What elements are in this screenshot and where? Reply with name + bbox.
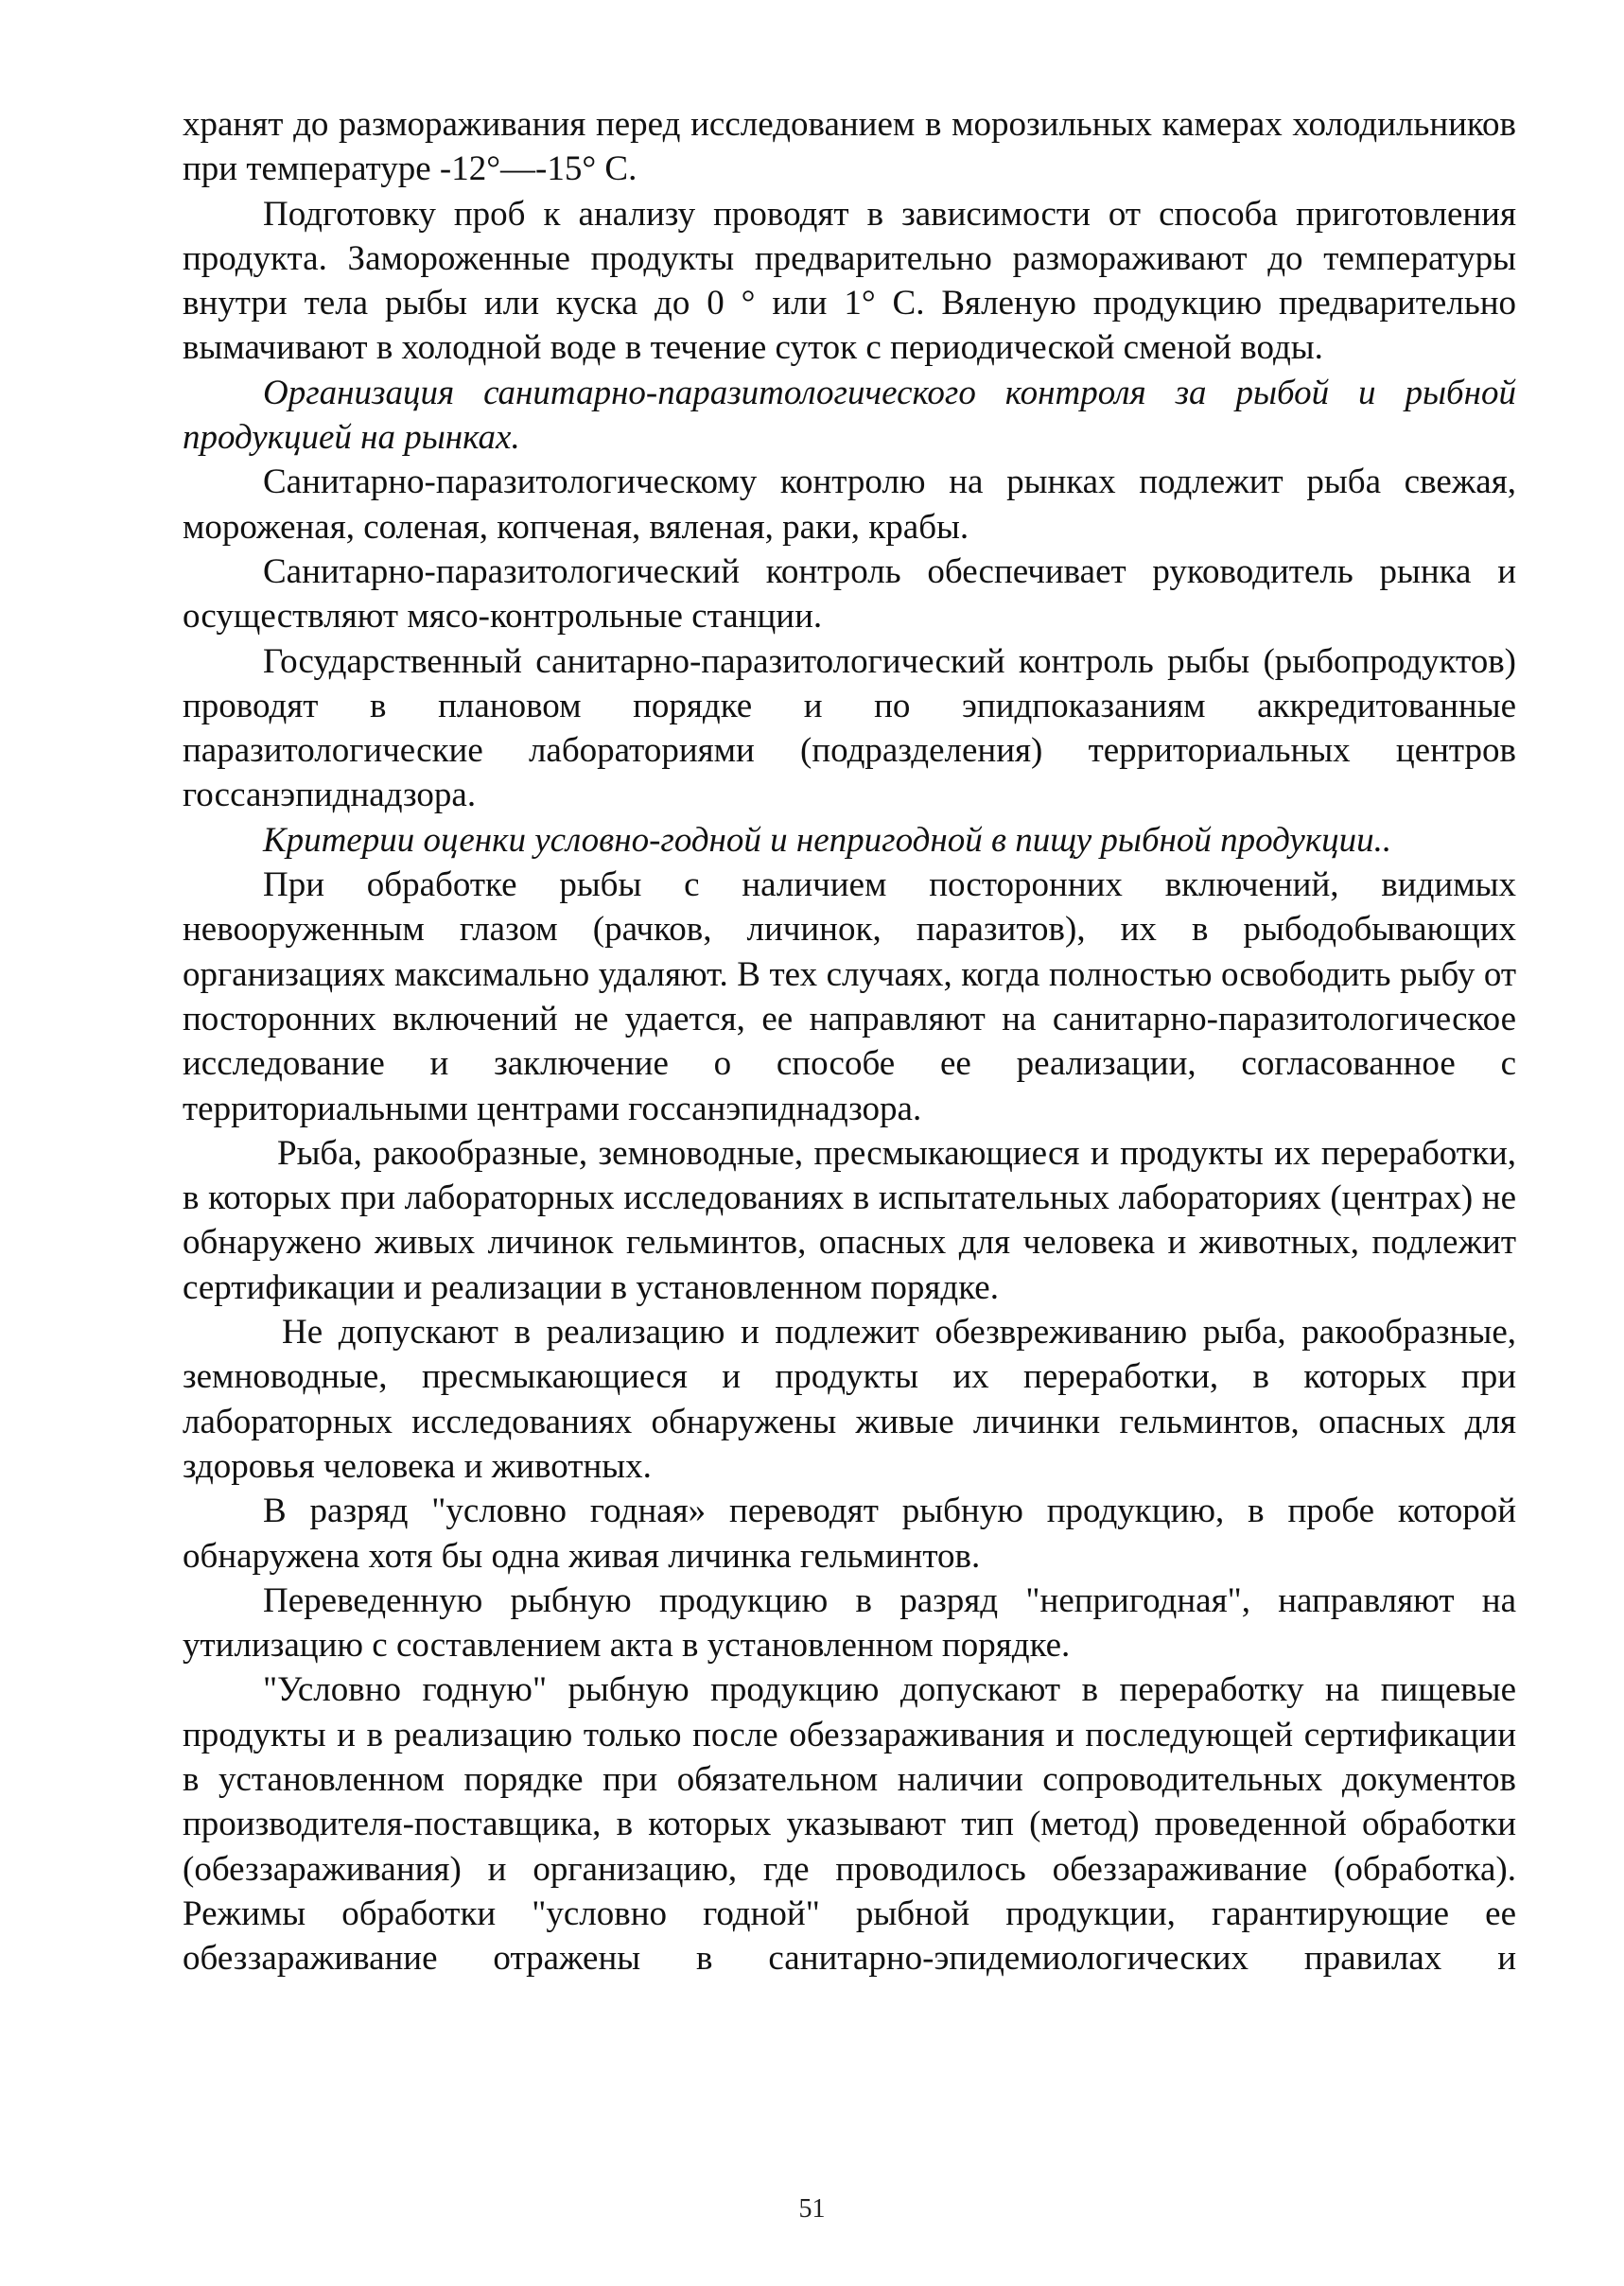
paragraph-storage-continuation: хранят до размораживания перед исследованием в морозильных камерах холодильников при температуре -12°—-15° С. [183, 105, 1516, 189]
page-number: 51 [798, 2194, 826, 2224]
paragraph-certification-allowed: Рыба, ракообразные, земноводные, пресмыкающиеся и продукты их переработки, в которых при лабораторных исследованиях в испытательных лабораториях (центрах) не обнаружено живых личинок гельминтов, опасных для человека и животных, подлежит сертификации и реализации в установленном порядке. [183, 1133, 1516, 1307]
document-page [183, 102, 1516, 1981]
paragraph-state-control: Государственный санитарно-паразитологический контроль рыбы (рыбопродуктов) проводят в плановом порядке и по эпидпоказаниям аккредитованные паразитологические лабораториями (подразделения) территориальных центров госсанэпиднадзора. [183, 641, 1516, 815]
paragraph-conditionally-fit: В разряд "условно годная» переводят рыбную продукцию, в пробе которой обнаружена хотя бы одна живая личинка гельминтов. [183, 1492, 1516, 1576]
section-heading-market-control: Организация санитарно-паразитологического контроля за рыбой и рыбной продукцией на рынках. [183, 373, 1516, 458]
paragraph-sample-preparation: Подготовку проб к анализу проводят в зависимости от способа приготовления продукта. Замороженные продукты предварительно размораживают до температуры внутри тела рыбы или куска до 0 ° или 1° С. Вяленую продукцию предварительно вымачивают в холодной воде в течение суток с периодической сменой воды. [183, 194, 1516, 368]
section-heading-assessment-criteria: Критерии оценки условно-годной и непригодной в пищу рыбной продукции.. [263, 820, 1392, 860]
paragraph-foreign-inclusions: При обработке рыбы с наличием посторонних включений, видимых невооруженным глазом (рачков, личинок, паразитов), их в рыбодобывающих организациях максимально удаляют. В тех случаях, когда полностью освободить рыбу от посторонних включений не удается, ее направляют на санитарно-паразитологическое исследование и заключение о способе ее реализации, согласованное с территориальными центрами госсанэпиднадзора. [183, 865, 1516, 1128]
paragraph-not-allowed: Не допускают в реализацию и подлежит обезвреживанию рыба, ракообразные, земноводные, пресмыкающиеся и продукты их переработки, в которых при лабораторных исследованиях обнаружены живые личинки гельминтов, опасных для здоровья человека и животных. [183, 1313, 1516, 1486]
paragraph-market-control-responsibility: Санитарно-паразитологический контроль обеспечивает руководитель рынка и осуществляют мясо-контрольные станции. [183, 551, 1516, 637]
paragraph-conditionally-fit-processing: "Условно годную" рыбную продукцию допускают в переработку на пищевые продукты и в реализацию только после обеззараживания и последующей сертификации в установленном порядке при обязательном наличии сопроводительных документов производителя-поставщика, в которых указывают тип (метод) проведенной обработки (обеззараживания) и организацию, где проводилось обеззараживание (обработка). Режимы обработки "условно годной" рыбной продукции, гарантирующие ее обеззараживание отражены в санитарно-эпидемиологических правилах и [183, 1670, 1516, 1979]
paragraph-market-control-scope: Санитарно-паразитологическому контролю на рынках подлежит рыба свежая, мороженая, соленая, копченая, вяленая, раки, крабы. [183, 462, 1516, 547]
paragraph-unfit-disposal: Переведенную рыбную продукцию в разряд "непригодная", направляют на утилизацию с составлением акта в установленном порядке. [183, 1580, 1516, 1666]
